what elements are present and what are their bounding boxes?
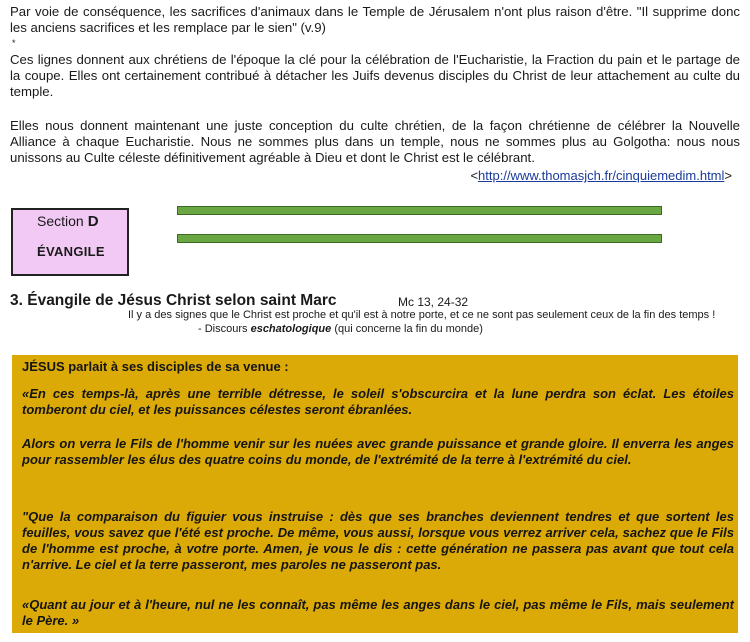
section-title — [37, 213, 99, 230]
paragraph-culte-chretien: Elles nous donnent maintenant une juste conception du culte chrétien, de la façon chrétienne de célébrer la Nouvelle Alliance à chaque Eucharistie. Nous ne sommes plus dans un temple, nous ne sommes plus au Golgotha: nous nous unissons au Culte céleste définitivement agréable à Dieu et dont le Christ est le célébrant. — [10, 118, 740, 165]
gospel-reading-panel — [12, 355, 738, 633]
gospel-note-intro: Il y a des signes que le Christ est proche et qu'il est à notre porte, et ce ne sont pas seulement ceux de la fin des temps ! — [128, 309, 716, 321]
gospel-note — [128, 308, 740, 336]
reading-verse-4: «Quant au jour et à l'heure, nul ne les connaît, pas même les anges dans le ciel, pas même le Fils, mais seulement le Père. » — [22, 597, 734, 628]
gospel-note-discours: - Discours — [198, 323, 248, 335]
link-open-bracket: < — [470, 168, 479, 183]
section-label: Section — [37, 213, 84, 229]
gospel-reference: Mc 13, 24-32 — [398, 295, 469, 309]
footnote-asterisk: * — [12, 38, 16, 48]
gospel-note-keyword: eschatologique — [250, 323, 332, 335]
link-close-bracket: > — [724, 168, 732, 183]
gospel-note-definition: (qui concerne la fin du monde) — [334, 323, 483, 335]
section-subtitle: ÉVANGILE — [37, 244, 105, 259]
reading-verse-2: Alors on verra le Fils de l'homme venir sur les nuées avec grande puissance et grande gloire. Il enverra les anges pour rassembler les élus des quatre coins du monde, de l'extrémité de la terre à l'extrémité du ciel. — [22, 436, 734, 467]
paragraph-sacrifices: Par voie de conséquence, les sacrifices d'animaux dans le Temple de Jérusalem n'ont plus raison d'être. "Il supprime donc les anciens sacrifices et les remplace par le sien" (v.9) — [10, 4, 740, 35]
green-divider-top — [177, 206, 662, 215]
source-link[interactable]: http://www.thomasjch.fr/cinquiemedim.html — [478, 168, 725, 183]
section-letter: D — [87, 213, 99, 230]
section-box — [11, 208, 129, 276]
reading-verse-3: "Que la comparaison du figuier vous instruise : dès que ses branches deviennent tendres et que sortent les feuilles, vous savez que l'été est proche. De même, vous aussi, lorsque vous verrez arriver cela, sachez que le Fils de l'homme est proche, à votre porte. Amen, je vous le dis : cette génération ne passera pas avant que tout cela n'arrive. Le ciel et la terre passeront, mes paroles ne passeront pas. — [22, 509, 734, 572]
paragraph-eucharistie: Ces lignes donnent aux chrétiens de l'époque la clé pour la célébration de l'Eucharistie, la Fraction du pain et le partage de la coupe. Elles ont certainement contribué à détacher les Juifs devenus disciples du Christ de leur attachement au culte du temple. — [10, 52, 740, 99]
green-divider-bottom — [177, 234, 662, 243]
reading-verse-1: «En ces temps-là, après une terrible détresse, le soleil s'obscurcira et la lune perdra son éclat. Les étoiles tomberont du ciel, et les puissances célestes seront ébranlées. — [22, 386, 734, 417]
source-link-line — [470, 168, 732, 183]
gospel-title: 3. Évangile de Jésus Christ selon saint Marc — [10, 292, 337, 309]
reading-intro: JÉSUS parlait à ses disciples de sa venue : — [22, 359, 289, 374]
